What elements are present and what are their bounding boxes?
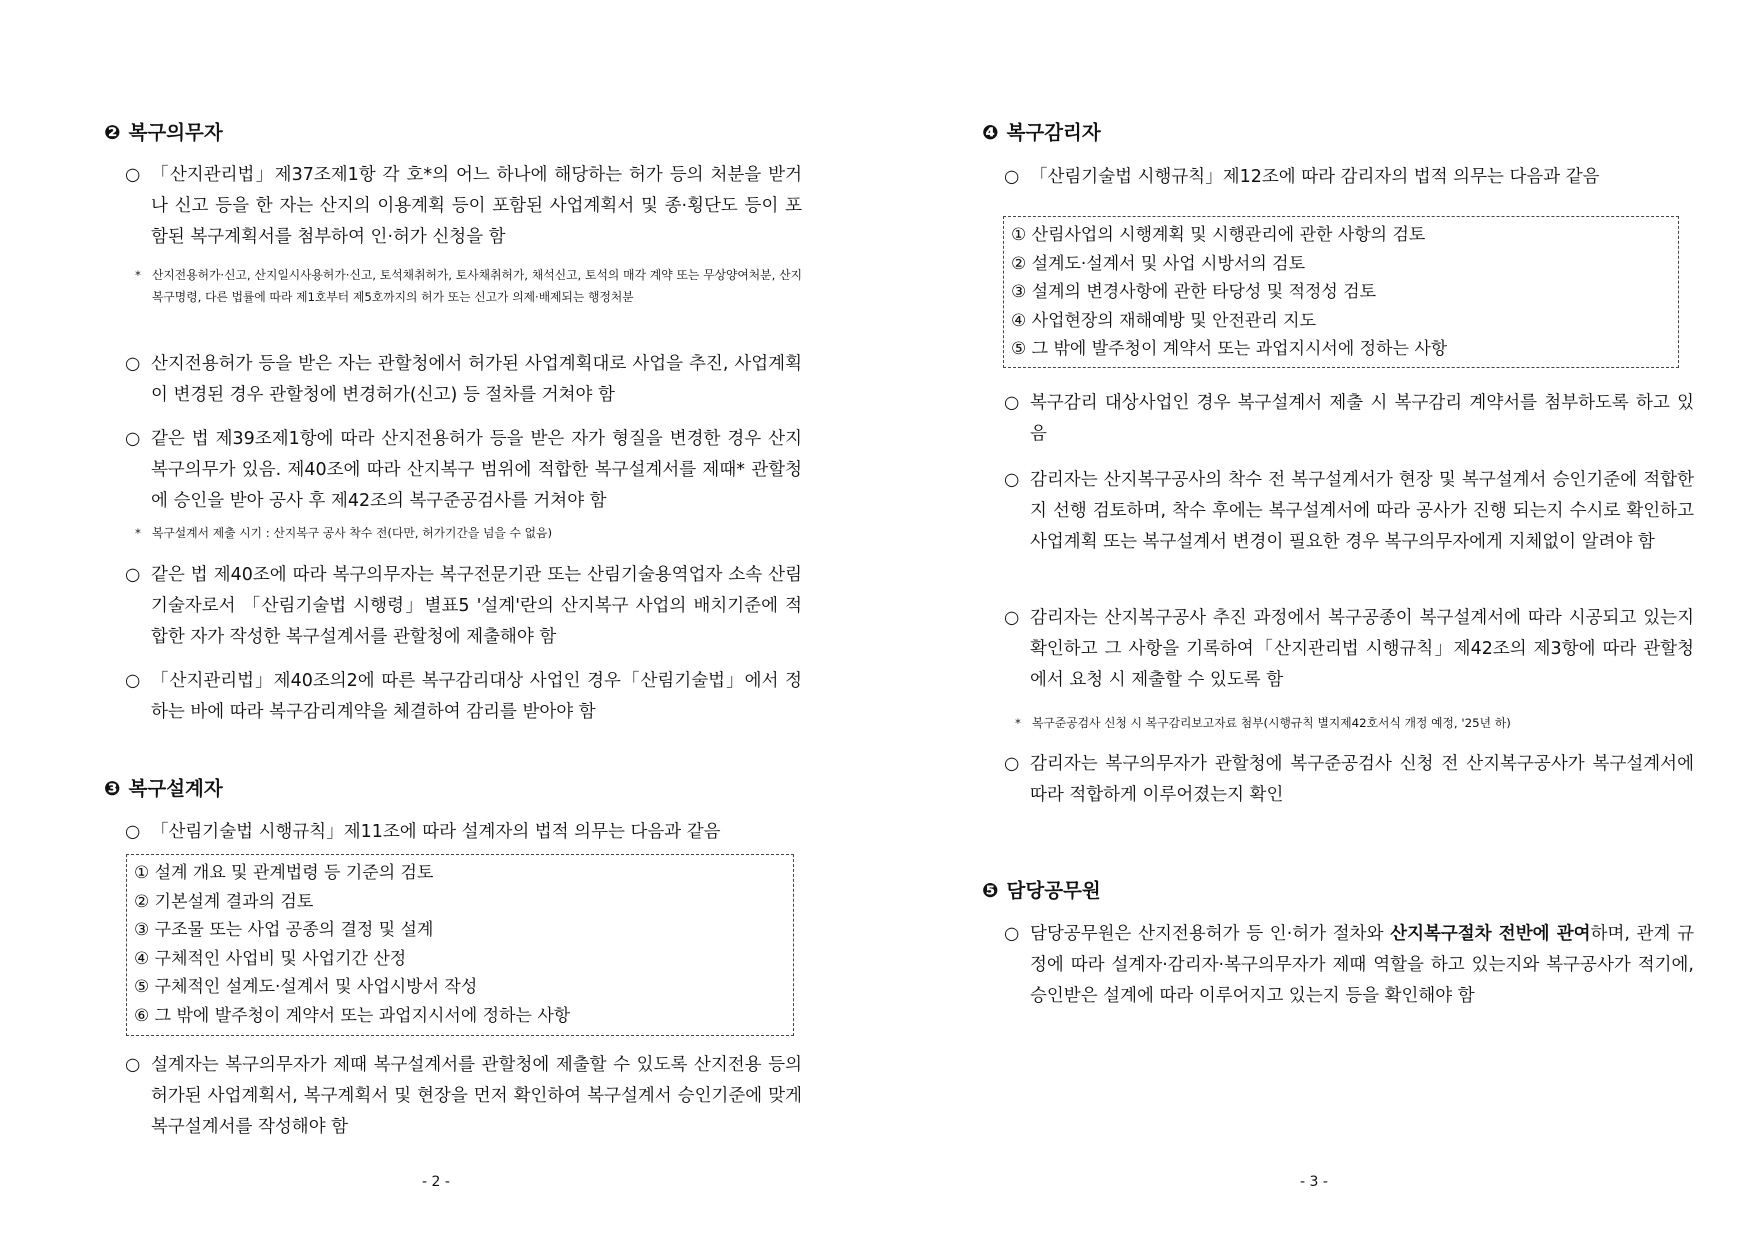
duty-item: ③ 설계의 변경사항에 관한 타당성 및 적정성 검토: [1011, 282, 1377, 303]
footnote: [1015, 712, 1695, 734]
bullet-icon: ○: [125, 354, 141, 374]
bullet-icon: ○: [125, 165, 141, 185]
section-5-title: 담당공무원: [1006, 879, 1101, 902]
bullet-icon: ○: [125, 565, 141, 585]
bullet-icon: ○: [1004, 167, 1020, 187]
bullet-text: 복구감리 대상사업인 경우 복구설계서 제출 시 복구감리 계약서를 첨부하도록 하고 있음: [1030, 393, 1694, 444]
bullet-icon: ○: [1004, 924, 1020, 944]
footnote-mark: *: [1015, 716, 1021, 730]
footnote: [135, 522, 802, 544]
bullet-icon: ○: [125, 429, 141, 449]
section-3-title: 복구설계자: [128, 777, 223, 800]
footnote-text: 복구준공검사 신청 시 복구감리보고자료 첨부(시행규칙 별지제42호서식 개정 예정, '25년 하): [1032, 716, 1511, 730]
duty-item: ② 기본설계 결과의 검토: [134, 891, 314, 912]
bullet-item: [125, 424, 802, 517]
duty-item: ⑤ 그 밖에 발주청이 계약서 또는 과업지시서에 정하는 사항: [1011, 339, 1448, 360]
bullet-text-post: 하며, 관계 규정에 따라 설계자·감리자·복구의무자가 제때 역할을 하고 있는지와 복구공사가 적기에, 승인받은 설계에 따라 이루어지고 있는지 등을 확인해야 함: [1030, 924, 1695, 1006]
duty-item: ② 설계도·설계서 및 사업 시방서의 검토: [1011, 253, 1305, 274]
bullet-item: [125, 160, 802, 253]
designer-duties-box: [126, 854, 794, 1036]
bullet-item: [1004, 749, 1694, 811]
bullet-text: 설계자는 복구의무자가 제때 복구설계서를 관할청에 제출할 수 있도록 산지전용 등의 허가된 사업계획서, 복구계획서 및 현장을 먼저 확인하여 복구설계서 승인기준에 맞게 복구설계서를 작성해야 함: [151, 1055, 802, 1137]
bullet-item: [1004, 388, 1694, 450]
bullet-text: [1030, 919, 1694, 1012]
duty-item: ⑤ 구체적인 설계도·설계서 및 사업시방서 작성: [134, 977, 478, 998]
supervisor-duties-box: [1003, 216, 1679, 368]
bullet-icon: ○: [125, 671, 141, 691]
bullet-text: 산지전용허가 등을 받은 자는 관할청에서 허가된 사업계획대로 사업을 추진, 사업계획이 변경된 경우 관할청에 변경허가(신고) 등 절차를 거쳐야 함: [151, 354, 802, 405]
duty-item: ① 산림사업의 시행계획 및 시행관리에 관한 사항의 검토: [1011, 225, 1426, 245]
footnote: [135, 264, 802, 308]
section-5-heading: [982, 875, 1101, 903]
bullet-icon: ○: [1004, 470, 1020, 490]
page-2: [0, 0, 876, 1240]
section-3-number: ❸: [104, 777, 121, 800]
footnote-mark: *: [135, 526, 141, 540]
page-number: - 2 -: [422, 1174, 450, 1190]
bullet-item: [1004, 162, 1694, 193]
bullet-item: [1004, 603, 1694, 696]
section-2-heading: [104, 117, 223, 145]
bullet-text: 「산지관리법」제40조의2에 따른 복구감리대상 사업인 경우「산림기술법」에서 정하는 바에 따라 복구감리계약을 체결하여 감리를 받아야 함: [151, 671, 802, 722]
bullet-text: 「산림기술법 시행규칙」제12조에 따라 감리자의 법적 의무는 다음과 같음: [1030, 167, 1600, 187]
section-5-number: ❺: [982, 879, 999, 902]
bullet-text-pre: 담당공무원은 산지전용허가 등 인·허가 절차와: [1030, 924, 1391, 944]
bullet-text: 같은 법 제40조에 따라 복구의무자는 복구전문기관 또는 산림기술용역업자 소속 산림기술자로서 「산림기술법 시행령」별표5 '설계'란의 산지복구 사업의 배치기준에 적합한 자가 작성한 복구설계서를 관할청에 제출해야 함: [151, 565, 802, 647]
bullet-icon: ○: [1004, 393, 1020, 413]
section-4-title: 복구감리자: [1006, 121, 1101, 144]
bullet-item: [125, 349, 802, 411]
page-3: [876, 0, 1753, 1240]
duty-item: ④ 구체적인 사업비 및 사업기간 산정: [134, 948, 407, 969]
section-3-heading: [104, 773, 223, 801]
duty-item: ⑥ 그 밖에 발주청이 계약서 또는 과업지시서에 정하는 사항: [134, 1005, 571, 1026]
duty-item: ③ 구조물 또는 사업 공종의 결정 및 설계: [134, 920, 434, 941]
section-2-title: 복구의무자: [128, 121, 223, 144]
bullet-text-emphasis: 산지복구절차 전반에 관여: [1390, 924, 1591, 944]
bullet-item: [125, 560, 802, 653]
bullet-icon: ○: [1004, 754, 1020, 774]
bullet-icon: ○: [1004, 608, 1020, 628]
bullet-text: 감리자는 산지복구공사의 착수 전 복구설계서가 현장 및 복구설계서 승인기준에 적합한지 선행 검토하며, 착수 후에는 복구설계서에 따라 공사가 진행 되는지 수시로 확인하고 사업계획 또는 복구설계서 변경이 필요한 경우 복구의무자에게 지체없이 알려야 함: [1030, 470, 1694, 552]
page-number: - 3 -: [1300, 1174, 1328, 1190]
bullet-text: 감리자는 복구의무자가 관할청에 복구준공검사 신청 전 산지복구공사가 복구설계서에 따라 적합하게 이루어졌는지 확인: [1030, 754, 1694, 805]
footnote-text: 산지전용허가·신고, 산지일시사용허가·신고, 토석채취허가, 토사채취허가, 채석신고, 토석의 매각 계약 또는 무상양여처분, 산지복구명령, 다른 법률에 따라 제1호부터 제5호까지의 허가 또는 신고가 의제·배제되는 행정처분: [152, 268, 802, 304]
section-2-number: ❷: [104, 121, 121, 144]
bullet-text: 「산지관리법」제37조제1항 각 호*의 어느 하나에 해당하는 허가 등의 처분을 받거나 신고 등을 한 자는 산지의 이용계획 등이 포함된 사업계획서 및 종·횡단도 등이 포함된 복구계획서를 첨부하여 인·허가 신청을 함: [151, 165, 802, 247]
bullet-item: [125, 817, 805, 848]
duty-item: ④ 사업현장의 재해예방 및 안전관리 지도: [1011, 310, 1317, 331]
footnote-mark: *: [135, 268, 141, 282]
footnote-text: 복구설계서 제출 시기 : 산지복구 공사 착수 전(다만, 허가기간을 넘을 수 없음): [152, 526, 553, 540]
bullet-text: 같은 법 제39조제1항에 따라 산지전용허가 등을 받은 자가 형질을 변경한 경우 산지복구의무가 있음. 제40조에 따라 산지복구 범위에 적합한 복구설계서를 제때* 관할청에 승인을 받아 공사 후 제42조의 복구준공검사를 거쳐야 함: [151, 429, 802, 511]
bullet-item: [1004, 465, 1694, 558]
bullet-text: 감리자는 산지복구공사 추진 과정에서 복구공종이 복구설계서에 따라 시공되고 있는지 확인하고 그 사항을 기록하여「산지관리법 시행규칙」제42조의 제3항에 따라 관할청에서 요청 시 제출할 수 있도록 함: [1030, 608, 1694, 690]
bullet-icon: ○: [125, 1055, 141, 1075]
section-4-number: ❹: [982, 121, 999, 144]
bullet-item: [1004, 919, 1694, 1012]
bullet-item: [125, 666, 802, 728]
section-4-heading: [982, 117, 1101, 145]
bullet-item: [125, 1050, 802, 1143]
bullet-icon: ○: [125, 822, 141, 842]
bullet-text: 「산림기술법 시행규칙」제11조에 따라 설계자의 법적 의무는 다음과 같음: [151, 822, 721, 842]
duty-item: ① 설계 개요 및 관계법령 등 기준의 검토: [134, 863, 434, 883]
